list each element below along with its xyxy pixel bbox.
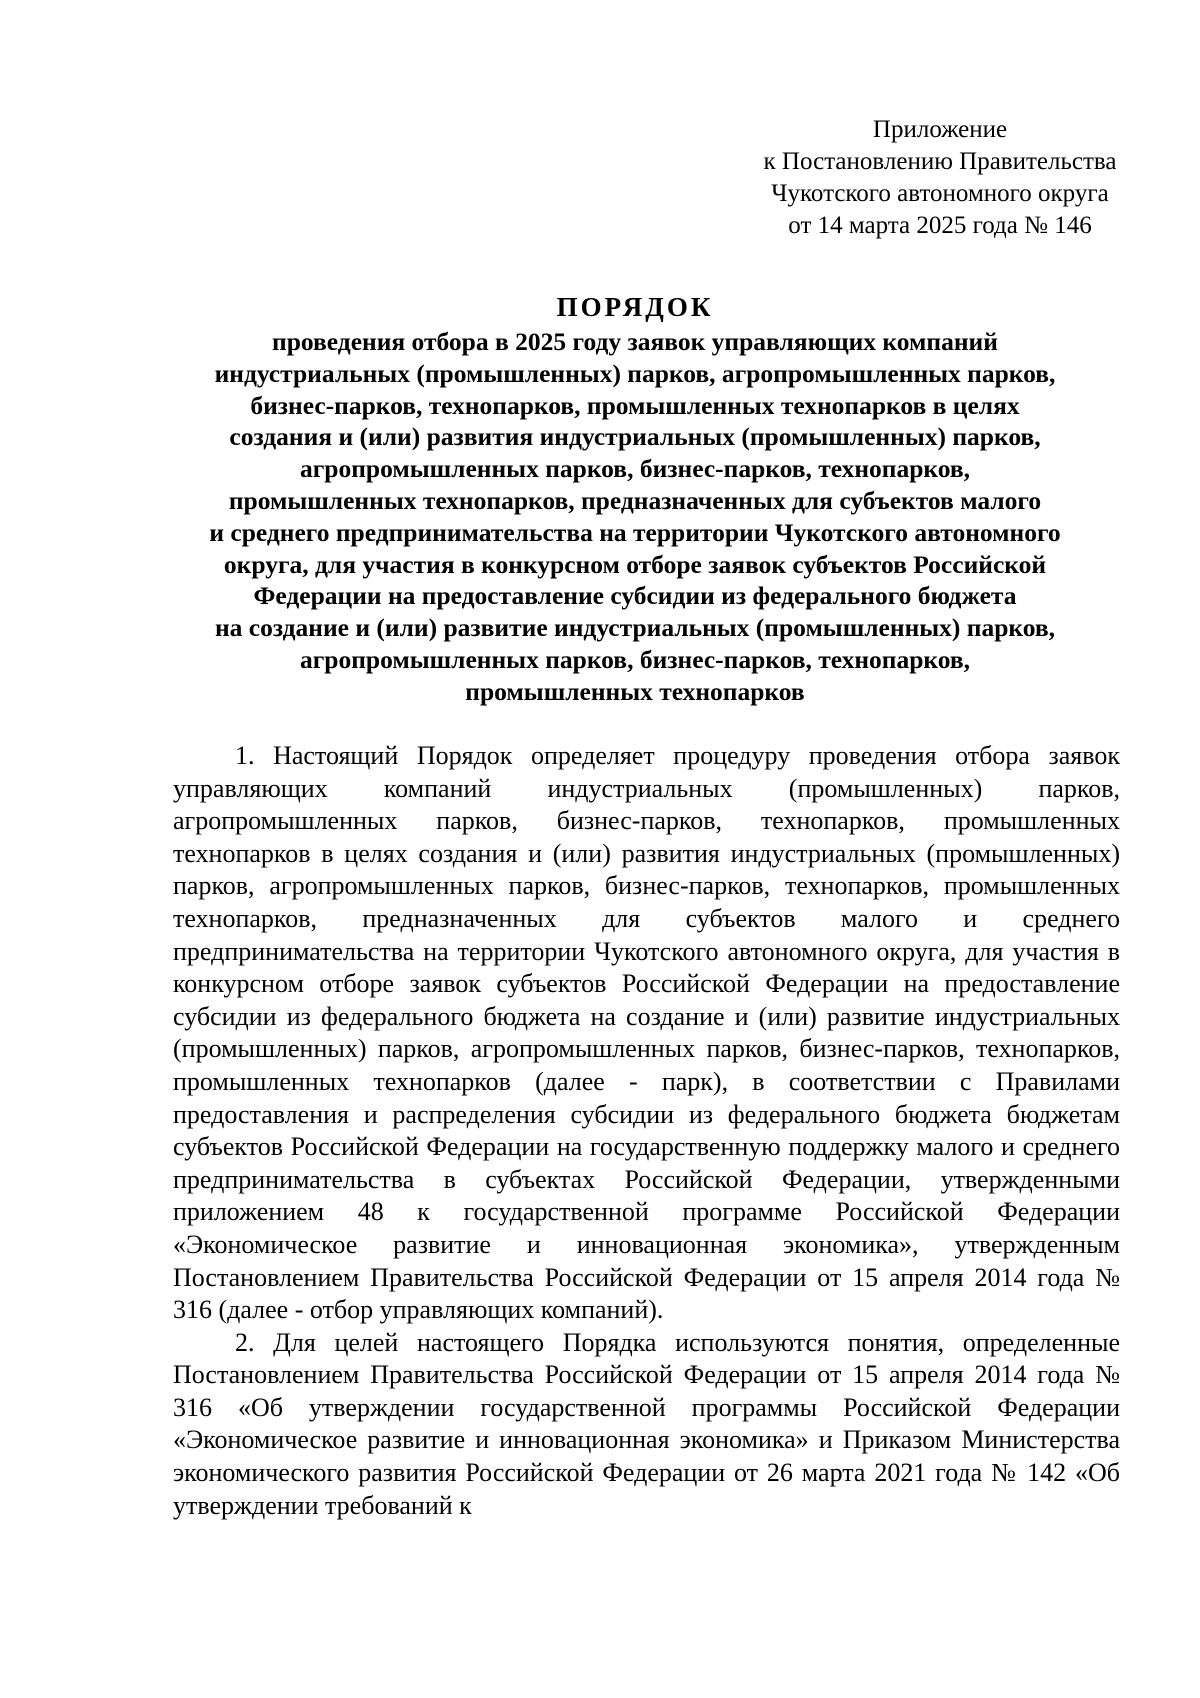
appendix-header xyxy=(750,114,1130,242)
title-line: агропромышленных парков, бизнес-парков, технопарков, xyxy=(299,454,971,484)
title-line: на создание и (или) развитие индустриальных (промышленных) парков, xyxy=(214,613,1056,643)
appendix-line: Чукотского автономного округа xyxy=(771,180,1109,207)
appendix-line: Приложение xyxy=(872,116,1008,143)
document-body xyxy=(173,740,1120,1522)
title-line: проведения отбора в 2025 году заявок управляющих компаний xyxy=(272,327,998,356)
document-heading: ПОРЯДОК xyxy=(556,292,714,322)
title-line: промышленных технопарков, предназначенных для субъектов малого xyxy=(228,485,1042,515)
paragraph-2: 2. Для целей настоящего Порядка используются понятия, определенные Постановлением Правительства Российской Федерации от 15 апреля 2014 года № 316 «Об утверждении государственной программы Российской Федерации «Экономическое развитие и инновационная экономика» и Приказом Министерства экономического развития Российской Федерации от 26 марта 2021 года № 142 «Об утверждении требований к xyxy=(173,1327,1120,1520)
title-line: создания и (или) развития индустриальных (промышленных) парков, xyxy=(229,422,1041,452)
appendix-line: от 14 марта 2025 года № 146 xyxy=(788,212,1092,239)
title-line: Федерации на предоставление субсидии из федерального бюджета xyxy=(253,581,1017,611)
title-line: промышленных технопарков xyxy=(465,676,805,706)
paragraph-1: 1. Настоящий Порядок определяет процедуру проведения отбора заявок управляющих компаний индустриальных (промышленных) парков, агропромышленных парков, бизнес-парков, технопарков, промышленных технопарков в целях создания и (или) развития индустриальных (промышленных) парков, агропромышленных парков, бизнес-парков, технопарков, промышленных технопарков, предназначенных для субъектов малого и среднего предпринимательства на территории Чукотского автономного округа, для участия в конкурсном отборе заявок субъектов Российской Федерации на предоставление субсидии из федерального бюджета на создание и (или) развитие индустриальных (промышленных) парков, агропромышленных парков, бизнес-парков, технопарков, промышленных технопарков (далее - парк), в соответствии с Правилами предоставления и распределения субсидии из федерального бюджета бюджетам субъектов Российской Федерации на государственную поддержку малого и среднего предпринимательства в субъектах Российской Федерации, утвержденными приложением 48 к государственной программе Российской Федерации «Экономическое развитие и инновационная экономика», утвержденным Постановлением Правительства Российской Федерации от 15 апреля 2014 года № 316 (далее - отбор управляющих компаний). xyxy=(173,741,1120,1325)
appendix-line: к Постановлению Правительства xyxy=(763,148,1117,175)
title-line: бизнес-парков, технопарков, промышленных технопарков в целях xyxy=(250,390,1020,420)
title-line: агропромышленных парков, бизнес-парков, технопарков, xyxy=(299,644,971,674)
title-line: индустриальных (промышленных) парков, агропромышленных парков, xyxy=(214,358,1056,388)
title-line: округа, для участия в конкурсном отборе заявок субъектов Российской xyxy=(223,549,1047,579)
document-title xyxy=(150,290,1120,708)
title-line: и среднего предпринимательства на территории Чукотского автономного xyxy=(209,517,1061,547)
